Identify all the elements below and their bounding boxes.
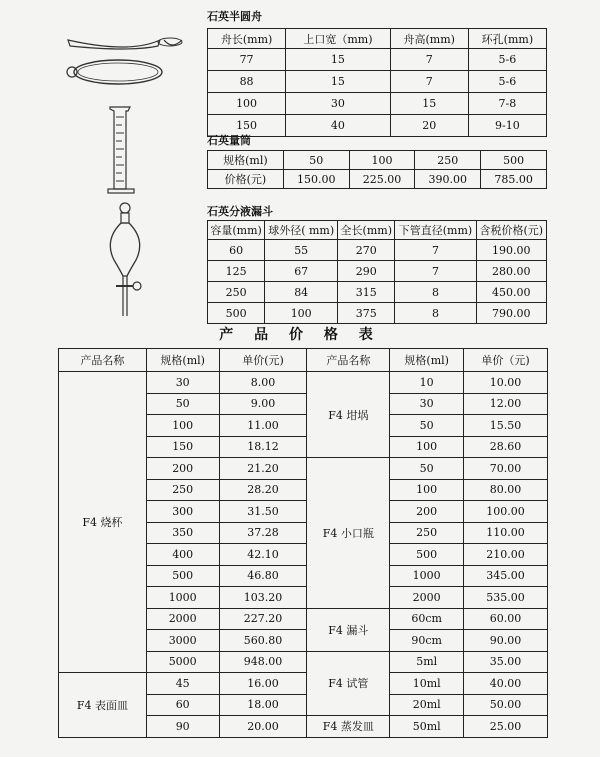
spec-cell: 400 <box>146 544 219 566</box>
spec-cell: 100 <box>390 479 464 501</box>
table-cell: 15 <box>390 93 468 115</box>
table-cell: 190.00 <box>476 240 546 261</box>
table-cell: 8 <box>395 282 476 303</box>
table-cell: 315 <box>338 282 395 303</box>
table-cell: 390.00 <box>415 170 481 189</box>
table-cell: 785.00 <box>481 170 547 189</box>
table-cell: 225.00 <box>349 170 415 189</box>
price-cell: 535.00 <box>464 587 548 609</box>
price-header: 产品名称 <box>307 349 390 372</box>
product-name: F4 小口瓶 <box>307 458 390 609</box>
cylinder-title: 石英量筒 <box>207 134 251 147</box>
price-cell: 90.00 <box>464 630 548 652</box>
spec-cell: 45 <box>146 673 219 695</box>
price-cell: 20.00 <box>219 716 307 738</box>
spec-cell: 2000 <box>390 587 464 609</box>
funnel-header: 含税价格(元) <box>476 221 546 240</box>
separatory-funnel-illustration <box>100 200 150 318</box>
table-cell: 5-6 <box>468 71 546 93</box>
table-cell: 270 <box>338 240 395 261</box>
table-row <box>208 303 547 324</box>
boat-title: 石英半圆舟 <box>207 10 262 23</box>
price-cell: 46.80 <box>219 565 307 587</box>
table-cell: 280.00 <box>476 261 546 282</box>
price-cell: 70.00 <box>464 458 548 480</box>
product-name: F4 试管 <box>307 651 390 716</box>
spec-cell: 60cm <box>390 608 464 630</box>
quartz-boat-illustration <box>60 28 200 98</box>
table-cell: 40 <box>286 115 391 137</box>
price-cell: 28.60 <box>464 436 548 458</box>
table-cell: 20 <box>390 115 468 137</box>
table-cell: 250 <box>415 151 481 170</box>
funnel-header: 下管直径(mm) <box>395 221 476 240</box>
table-cell: 790.00 <box>476 303 546 324</box>
table-row <box>208 151 547 170</box>
spec-cell: 60 <box>146 694 219 716</box>
table-cell: 30 <box>286 93 391 115</box>
price-cell: 8.00 <box>219 372 307 394</box>
table-row <box>208 261 547 282</box>
table-row <box>208 282 547 303</box>
table-cell: 375 <box>338 303 395 324</box>
table-row <box>208 71 547 93</box>
product-name: F4 漏斗 <box>307 608 390 651</box>
table-row <box>208 93 547 115</box>
table-cell: 8 <box>395 303 476 324</box>
price-header: 单价（元) <box>464 349 548 372</box>
spec-cell: 30 <box>146 372 219 394</box>
spec-cell: 50 <box>390 415 464 437</box>
boat-header: 舟高(mm) <box>390 29 468 49</box>
spec-cell: 90cm <box>390 630 464 652</box>
price-cell: 18.00 <box>219 694 307 716</box>
table-cell: 7-8 <box>468 93 546 115</box>
spec-cell: 500 <box>390 544 464 566</box>
spec-cell: 150 <box>146 436 219 458</box>
spec-cell: 20ml <box>390 694 464 716</box>
price-header: 产品名称 <box>59 349 147 372</box>
boat-header: 环孔(mm) <box>468 29 546 49</box>
table-cell: 88 <box>208 71 286 93</box>
table-cell: 60 <box>208 240 265 261</box>
table-cell: 7 <box>395 261 476 282</box>
spec-cell: 100 <box>390 436 464 458</box>
product-name: F4 烧杯 <box>59 372 147 673</box>
price-cell: 18.12 <box>219 436 307 458</box>
table-cell: 500 <box>208 303 265 324</box>
price-list-table <box>58 348 548 738</box>
price-cell: 12.00 <box>464 393 548 415</box>
price-cell: 110.00 <box>464 522 548 544</box>
price-header: 规格(ml) <box>390 349 464 372</box>
table-row <box>208 49 547 71</box>
spec-cell: 250 <box>390 522 464 544</box>
table-cell: 55 <box>265 240 338 261</box>
table-row <box>208 115 547 137</box>
spec-cell: 50ml <box>390 716 464 738</box>
price-cell: 60.00 <box>464 608 548 630</box>
table-cell: 50 <box>283 151 349 170</box>
funnel-title: 石英分液漏斗 <box>207 205 273 218</box>
price-cell: 42.10 <box>219 544 307 566</box>
table-cell: 7 <box>390 71 468 93</box>
price-cell: 16.00 <box>219 673 307 695</box>
table-cell: 100 <box>208 93 286 115</box>
price-cell: 948.00 <box>219 651 307 673</box>
price-cell: 15.50 <box>464 415 548 437</box>
cylinder-table <box>207 150 547 189</box>
spec-cell: 100 <box>146 415 219 437</box>
price-cell: 80.00 <box>464 479 548 501</box>
price-cell: 21.20 <box>219 458 307 480</box>
boat-header: 舟长(mm) <box>208 29 286 49</box>
table-cell: 9-10 <box>468 115 546 137</box>
table-cell: 290 <box>338 261 395 282</box>
price-cell: 100.00 <box>464 501 548 523</box>
funnel-header: 容量(mm) <box>208 221 265 240</box>
product-name: F4 表面皿 <box>59 673 147 738</box>
table-cell: 15 <box>286 49 391 71</box>
price-cell: 9.00 <box>219 393 307 415</box>
spec-cell: 90 <box>146 716 219 738</box>
table-cell: 15 <box>286 71 391 93</box>
price-cell: 40.00 <box>464 673 548 695</box>
spec-cell: 1000 <box>146 587 219 609</box>
table-cell: 5-6 <box>468 49 546 71</box>
spec-cell: 10ml <box>390 673 464 695</box>
funnel-table <box>207 220 547 324</box>
table-cell: 250 <box>208 282 265 303</box>
table-cell: 150 <box>208 115 286 137</box>
spec-cell: 500 <box>146 565 219 587</box>
spec-cell: 3000 <box>146 630 219 652</box>
table-cell: 100 <box>349 151 415 170</box>
price-cell: 50.00 <box>464 694 548 716</box>
spec-cell: 30 <box>390 393 464 415</box>
spec-cell: 5000 <box>146 651 219 673</box>
table-cell: 67 <box>265 261 338 282</box>
spec-cell: 250 <box>146 479 219 501</box>
table-row <box>59 372 548 394</box>
table-row <box>208 170 547 189</box>
table-cell: 150.00 <box>283 170 349 189</box>
table-cell: 77 <box>208 49 286 71</box>
spec-cell: 350 <box>146 522 219 544</box>
spec-cell: 2000 <box>146 608 219 630</box>
boat-header: 上口宽（mm) <box>286 29 391 49</box>
price-cell: 345.00 <box>464 565 548 587</box>
table-cell: 500 <box>481 151 547 170</box>
table-row <box>59 673 548 695</box>
spec-cell: 50 <box>390 458 464 480</box>
spec-cell: 50 <box>146 393 219 415</box>
spec-cell: 200 <box>146 458 219 480</box>
table-cell: 100 <box>265 303 338 324</box>
table-cell: 价格(元) <box>208 170 284 189</box>
price-cell: 210.00 <box>464 544 548 566</box>
spec-cell: 5ml <box>390 651 464 673</box>
funnel-header: 全长(mm) <box>338 221 395 240</box>
boat-table <box>207 28 547 137</box>
table-cell: 7 <box>395 240 476 261</box>
price-cell: 25.00 <box>464 716 548 738</box>
measuring-cylinder-illustration <box>100 105 140 195</box>
price-cell: 227.20 <box>219 608 307 630</box>
price-cell: 10.00 <box>464 372 548 394</box>
price-header: 规格(ml) <box>146 349 219 372</box>
price-list-title: 产 品 价 格 表 <box>219 327 381 343</box>
table-cell: 125 <box>208 261 265 282</box>
table-row <box>208 240 547 261</box>
price-cell: 37.28 <box>219 522 307 544</box>
price-cell: 31.50 <box>219 501 307 523</box>
spec-cell: 1000 <box>390 565 464 587</box>
table-cell: 450.00 <box>476 282 546 303</box>
funnel-header: 球外径( mm) <box>265 221 338 240</box>
price-cell: 35.00 <box>464 651 548 673</box>
price-cell: 560.80 <box>219 630 307 652</box>
price-cell: 11.00 <box>219 415 307 437</box>
product-name: F4 坩埚 <box>307 372 390 458</box>
product-name: F4 蒸发皿 <box>307 716 390 738</box>
table-cell: 规格(ml) <box>208 151 284 170</box>
price-header: 单价(元) <box>219 349 307 372</box>
price-cell: 103.20 <box>219 587 307 609</box>
table-cell: 84 <box>265 282 338 303</box>
spec-cell: 300 <box>146 501 219 523</box>
price-cell: 28.20 <box>219 479 307 501</box>
spec-cell: 10 <box>390 372 464 394</box>
spec-cell: 200 <box>390 501 464 523</box>
table-cell: 7 <box>390 49 468 71</box>
